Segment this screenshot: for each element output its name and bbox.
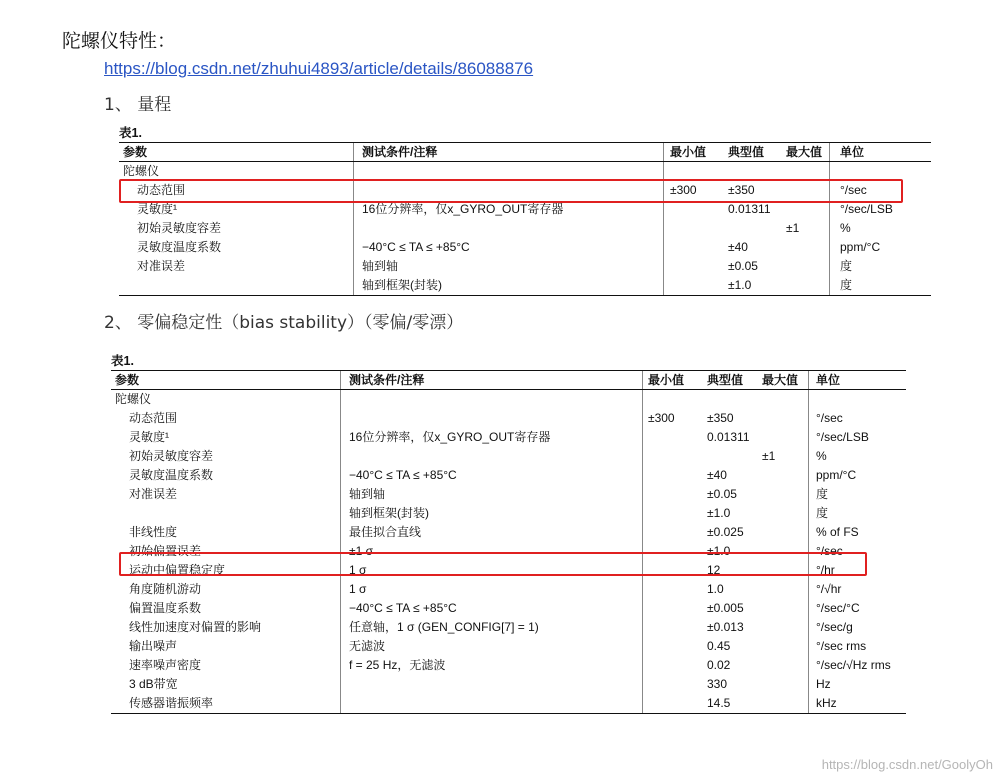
table-cell: 灵敏度温度系数 (129, 468, 214, 482)
table-cell: 任意轴，1 σ (GEN_CONFIG[7] = 1) (349, 620, 539, 634)
table-cell: 对准误差 (129, 487, 178, 501)
table-cell: 动态范围 (129, 411, 178, 425)
table-cell: f = 25 Hz，无滤波 (349, 658, 446, 672)
table-row (111, 409, 906, 428)
table-cell: 灵敏度温度系数 (137, 240, 222, 254)
table-header-row (111, 370, 906, 390)
table-cell: °/sec/LSB (840, 202, 893, 216)
table-cell: ±1 (786, 221, 800, 235)
table-header-cell: 最小值 (670, 145, 707, 159)
table-cell: 陀螺仪 (123, 164, 160, 178)
table-cell: °/sec/LSB (816, 430, 869, 444)
table-cell: 陀螺仪 (115, 392, 152, 406)
table-cell: 速率噪声密度 (129, 658, 202, 672)
table-cell: 初始灵敏度容差 (137, 221, 222, 235)
table-cell: 度 (816, 487, 829, 501)
table-header-cell: 单位 (816, 373, 841, 387)
table-cell: 初始灵敏度容差 (129, 449, 214, 463)
table-cell: 12 (707, 563, 721, 577)
table-cell: Hz (816, 677, 831, 691)
table-cell: 传感器谐振频率 (129, 696, 214, 710)
column-divider (353, 143, 354, 161)
table-cell: ±0.005 (707, 601, 744, 615)
table-header-cell: 最大值 (762, 373, 799, 387)
table-row (111, 504, 906, 523)
table-cell: −40°C ≤ TA ≤ +85°C (362, 240, 470, 254)
table-header-cell: 典型值 (728, 145, 765, 159)
table-row (111, 428, 906, 447)
table-cell: ±1.0 (728, 278, 752, 292)
table-cell: 角度随机游动 (129, 582, 202, 596)
table-header-cell: 测试条件/注释 (362, 145, 438, 159)
table-row (111, 447, 906, 466)
column-divider (642, 371, 643, 389)
table-header-cell: 测试条件/注释 (349, 373, 425, 387)
section-title-range: 1、 量程 (104, 95, 172, 115)
table-cell: ±0.05 (728, 259, 758, 273)
table-cell: ±300 (670, 183, 697, 197)
table-row (119, 276, 931, 295)
column-divider (340, 371, 341, 389)
table-cell: ±40 (728, 240, 748, 254)
table-row (111, 485, 906, 504)
table-cell: 初始偏置误差 (129, 544, 202, 558)
table-cell: 0.45 (707, 639, 731, 653)
table-cell: 0.01311 (728, 202, 771, 216)
table-cell: ±1.0 (707, 544, 731, 558)
table-header-cell: 单位 (840, 145, 865, 159)
table-cell: 度 (816, 506, 829, 520)
table-header-cell: 参数 (123, 145, 148, 159)
table-cell: 轴到框架(封装) (362, 278, 442, 292)
spec-table-range (119, 124, 931, 296)
table-cell: ±0.025 (707, 525, 744, 539)
table-cell: °/sec/g (816, 620, 853, 634)
table-cell: ±300 (648, 411, 675, 425)
table-cell: 16位分辨率，仅x_GYRO_OUT寄存器 (362, 202, 564, 216)
table-cell: °/√hr (816, 582, 842, 596)
column-divider (829, 143, 830, 161)
table-cell: 输出噪声 (129, 639, 178, 653)
table-row (111, 656, 906, 675)
column-divider (808, 371, 809, 389)
table-header-cell: 参数 (115, 373, 140, 387)
table-row (111, 637, 906, 656)
table-cell: 灵敏度¹ (137, 202, 177, 216)
table-cell: 16位分辨率，仅x_GYRO_OUT寄存器 (349, 430, 551, 444)
table-cell: −40°C ≤ TA ≤ +85°C (349, 601, 457, 615)
table-caption: 表1. (119, 126, 142, 140)
table-caption: 表1. (111, 354, 134, 368)
table-cell: 0.02 (707, 658, 731, 672)
table-cell: ±1 σ (349, 544, 373, 558)
table-cell: ±1 (762, 449, 776, 463)
table-cell: 14.5 (707, 696, 731, 710)
table-cell: °/sec/°C (816, 601, 860, 615)
table-cell: ±0.013 (707, 620, 744, 634)
table-cell: 最佳拟合直线 (349, 525, 422, 539)
table-cell: 3 dB带宽 (129, 677, 178, 691)
table-cell: 330 (707, 677, 728, 691)
table-cell: −40°C ≤ TA ≤ +85°C (349, 468, 457, 482)
table-cell: 0.01311 (707, 430, 750, 444)
table-cell: °/sec rms (816, 639, 867, 653)
table-cell: °/sec (816, 411, 843, 425)
table-header-cell: 最小值 (648, 373, 685, 387)
table-cell: °/hr (816, 563, 835, 577)
spec-table-bias (111, 352, 906, 714)
table-header-row (119, 142, 931, 162)
table-cell: 非线性度 (129, 525, 178, 539)
table-cell: 运动中偏置稳定度 (129, 563, 226, 577)
table-cell: 灵敏度¹ (129, 430, 169, 444)
table-row (111, 466, 906, 485)
table-row (119, 257, 931, 276)
table-row (111, 390, 906, 409)
table-row (111, 580, 906, 599)
article-link[interactable]: https://blog.csdn.net/zhuhui4893/article/details/86088876 (104, 59, 534, 78)
table-cell: kHz (816, 696, 837, 710)
page-heading: 陀螺仪特性： (62, 30, 177, 52)
table-cell: 度 (840, 278, 853, 292)
column-divider (663, 143, 664, 161)
table-row (111, 694, 906, 713)
table-row (111, 675, 906, 694)
table-cell: ±1.0 (707, 506, 731, 520)
table-cell: 1 σ (349, 563, 367, 577)
highlight-bias-stability (119, 552, 867, 576)
table-cell: ±350 (728, 183, 755, 197)
table-cell: % (840, 221, 851, 235)
table-cell: % (816, 449, 827, 463)
table-cell: 对准误差 (137, 259, 186, 273)
table-row (111, 523, 906, 542)
table-cell: 线性加速度对偏置的影响 (129, 620, 262, 634)
table-cell: °/sec (816, 544, 843, 558)
table-cell: 轴到轴 (349, 487, 386, 501)
section-title-bias-stability: 2、 零偏稳定性（bias stability）（零偏/零漂） (104, 313, 464, 333)
table-cell: 度 (840, 259, 853, 273)
highlight-dynamic-range (119, 179, 903, 203)
table-cell: 1.0 (707, 582, 724, 596)
table-row (111, 618, 906, 637)
table-cell: ppm/°C (816, 468, 857, 482)
table-cell: °/sec (840, 183, 867, 197)
table-cell: 偏置温度系数 (129, 601, 202, 615)
table-cell: ±0.05 (707, 487, 737, 501)
table-cell: °/sec/√Hz rms (816, 658, 891, 672)
table-row (111, 599, 906, 618)
table-cell: ±40 (707, 468, 727, 482)
table-cell: 轴到框架(封装) (349, 506, 429, 520)
table-cell: 1 σ (349, 582, 367, 596)
table-cell: 轴到轴 (362, 259, 399, 273)
table-cell: % of FS (816, 525, 859, 539)
table-cell: 动态范围 (137, 183, 186, 197)
table-cell: ±350 (707, 411, 734, 425)
table-cell: 无滤波 (349, 639, 386, 653)
table-row (119, 238, 931, 257)
table-header-cell: 典型值 (707, 373, 744, 387)
table-row (119, 219, 931, 238)
table-cell: ppm/°C (840, 240, 881, 254)
table-header-cell: 最大值 (786, 145, 823, 159)
watermark: https://blog.csdn.net/GoolyOh (821, 757, 993, 772)
